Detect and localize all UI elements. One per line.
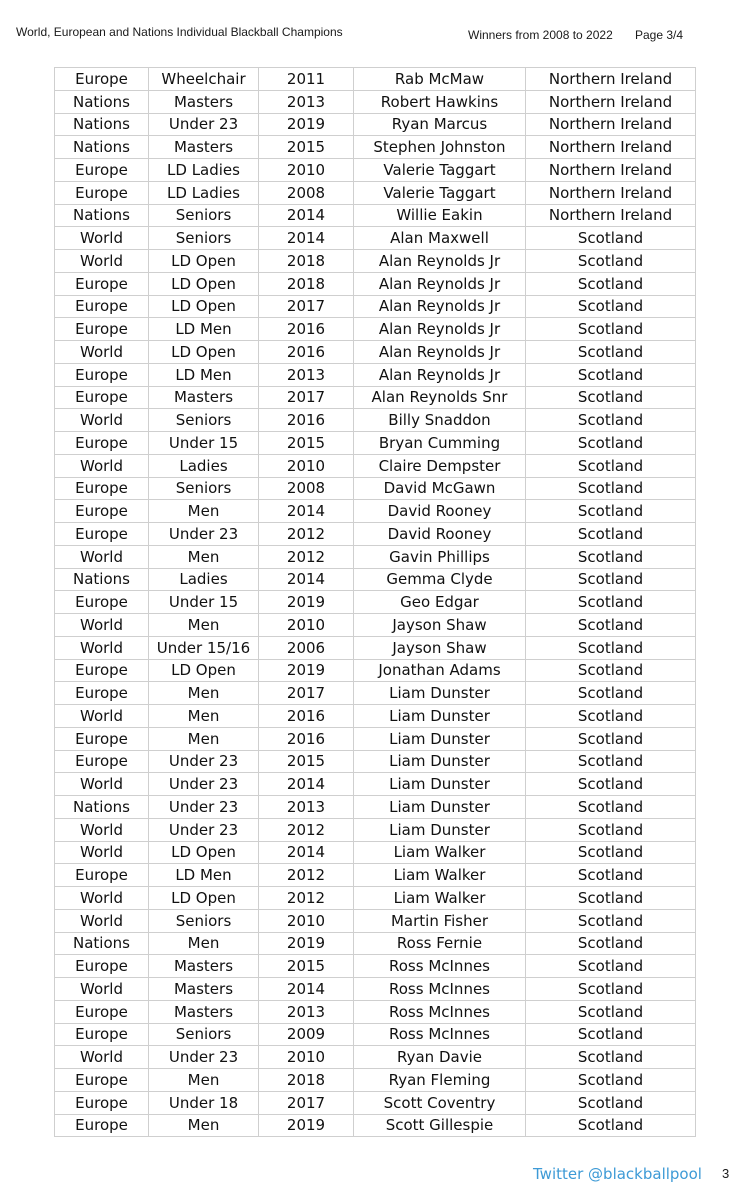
country-cell: Scotland (526, 523, 696, 546)
year-cell: 2013 (259, 1000, 354, 1023)
country-cell: Scotland (526, 705, 696, 728)
twitter-link[interactable]: Twitter @blackballpool (533, 1165, 702, 1183)
table-row (55, 705, 696, 728)
event-cell: Nations (55, 90, 149, 113)
category-cell: Men (149, 727, 259, 750)
event-cell: Europe (55, 523, 149, 546)
player-cell: Bryan Cumming (354, 432, 526, 455)
year-cell: 2012 (259, 887, 354, 910)
category-cell: LD Open (149, 341, 259, 364)
year-cell: 2010 (259, 1046, 354, 1069)
country-cell: Scotland (526, 386, 696, 409)
table-row (55, 909, 696, 932)
country-cell: Scotland (526, 318, 696, 341)
event-cell: World (55, 409, 149, 432)
category-cell: LD Ladies (149, 159, 259, 182)
country-cell: Scotland (526, 545, 696, 568)
player-cell: Alan Reynolds Jr (354, 250, 526, 273)
year-cell: 2016 (259, 727, 354, 750)
country-cell: Northern Ireland (526, 113, 696, 136)
player-cell: Valerie Taggart (354, 181, 526, 204)
table-row (55, 500, 696, 523)
player-cell: Liam Dunster (354, 705, 526, 728)
table-row (55, 1091, 696, 1114)
player-cell: Jonathan Adams (354, 659, 526, 682)
year-cell: 2018 (259, 250, 354, 273)
country-cell: Scotland (526, 1023, 696, 1046)
country-cell: Northern Ireland (526, 204, 696, 227)
event-cell: Europe (55, 659, 149, 682)
country-cell: Scotland (526, 1000, 696, 1023)
category-cell: Men (149, 1114, 259, 1137)
year-cell: 2014 (259, 500, 354, 523)
country-cell: Scotland (526, 227, 696, 250)
category-cell: Under 23 (149, 750, 259, 773)
player-cell: Ryan Davie (354, 1046, 526, 1069)
player-cell: David McGawn (354, 477, 526, 500)
category-cell: LD Men (149, 864, 259, 887)
event-cell: Europe (55, 181, 149, 204)
player-cell: Liam Dunster (354, 818, 526, 841)
event-cell: Europe (55, 1023, 149, 1046)
year-cell: 2010 (259, 159, 354, 182)
player-cell: Liam Walker (354, 841, 526, 864)
player-cell: Robert Hawkins (354, 90, 526, 113)
country-cell: Scotland (526, 614, 696, 637)
table-row (55, 978, 696, 1001)
player-cell: Liam Dunster (354, 682, 526, 705)
category-cell: Under 23 (149, 113, 259, 136)
player-cell: Ryan Marcus (354, 113, 526, 136)
event-cell: Europe (55, 591, 149, 614)
table-row (55, 295, 696, 318)
table-row (55, 796, 696, 819)
event-cell: Europe (55, 1069, 149, 1092)
country-cell: Scotland (526, 1046, 696, 1069)
event-cell: Europe (55, 727, 149, 750)
event-cell: Nations (55, 796, 149, 819)
player-cell: Liam Dunster (354, 796, 526, 819)
country-cell: Scotland (526, 341, 696, 364)
table-row (55, 318, 696, 341)
champions-table (54, 67, 696, 1137)
player-cell: Ross McInnes (354, 978, 526, 1001)
year-cell: 2019 (259, 932, 354, 955)
year-cell: 2014 (259, 568, 354, 591)
player-cell: Valerie Taggart (354, 159, 526, 182)
category-cell: LD Men (149, 363, 259, 386)
table-row (55, 477, 696, 500)
year-cell: 2015 (259, 432, 354, 455)
country-cell: Scotland (526, 727, 696, 750)
table-row (55, 159, 696, 182)
table-row (55, 409, 696, 432)
year-cell: 2014 (259, 978, 354, 1001)
table-row (55, 750, 696, 773)
category-cell: Under 23 (149, 773, 259, 796)
player-cell: Geo Edgar (354, 591, 526, 614)
player-cell: Gemma Clyde (354, 568, 526, 591)
year-cell: 2016 (259, 318, 354, 341)
table-row (55, 568, 696, 591)
player-cell: David Rooney (354, 500, 526, 523)
category-cell: Masters (149, 136, 259, 159)
country-cell: Scotland (526, 454, 696, 477)
event-cell: Europe (55, 955, 149, 978)
country-cell: Scotland (526, 477, 696, 500)
year-cell: 2010 (259, 614, 354, 637)
document-title: World, European and Nations Individual Blackball Champions (16, 25, 343, 39)
player-cell: Stephen Johnston (354, 136, 526, 159)
player-cell: Alan Reynolds Snr (354, 386, 526, 409)
page-indicator: Page 3/4 (635, 28, 684, 42)
country-cell: Scotland (526, 1069, 696, 1092)
category-cell: LD Men (149, 318, 259, 341)
player-cell: Alan Reynolds Jr (354, 272, 526, 295)
player-cell: Liam Dunster (354, 773, 526, 796)
category-cell: Under 15/16 (149, 636, 259, 659)
country-cell: Scotland (526, 500, 696, 523)
player-cell: Ross McInnes (354, 955, 526, 978)
table-row (55, 523, 696, 546)
year-cell: 2009 (259, 1023, 354, 1046)
year-cell: 2017 (259, 295, 354, 318)
player-cell: Ryan Fleming (354, 1069, 526, 1092)
table-row (55, 1023, 696, 1046)
category-cell: LD Open (149, 272, 259, 295)
country-cell: Scotland (526, 864, 696, 887)
year-cell: 2018 (259, 272, 354, 295)
table-row (55, 841, 696, 864)
player-cell: Billy Snaddon (354, 409, 526, 432)
event-cell: Europe (55, 750, 149, 773)
year-cell: 2011 (259, 68, 354, 91)
country-cell: Northern Ireland (526, 90, 696, 113)
player-cell: Liam Dunster (354, 727, 526, 750)
player-cell: Scott Gillespie (354, 1114, 526, 1137)
category-cell: Men (149, 1069, 259, 1092)
table-row (55, 363, 696, 386)
category-cell: Under 15 (149, 591, 259, 614)
table-row (55, 272, 696, 295)
category-cell: Under 23 (149, 1046, 259, 1069)
table-row (55, 545, 696, 568)
year-cell: 2008 (259, 181, 354, 204)
country-cell: Scotland (526, 682, 696, 705)
country-cell: Scotland (526, 1114, 696, 1137)
year-cell: 2019 (259, 659, 354, 682)
category-cell: LD Open (149, 841, 259, 864)
year-cell: 2019 (259, 113, 354, 136)
category-cell: LD Ladies (149, 181, 259, 204)
year-cell: 2016 (259, 409, 354, 432)
table-row (55, 204, 696, 227)
page-header (0, 0, 748, 60)
country-cell: Scotland (526, 1091, 696, 1114)
table-row (55, 113, 696, 136)
player-cell: Ross McInnes (354, 1000, 526, 1023)
category-cell: Men (149, 500, 259, 523)
event-cell: World (55, 978, 149, 1001)
player-cell: Liam Walker (354, 864, 526, 887)
table-row (55, 1000, 696, 1023)
year-cell: 2015 (259, 955, 354, 978)
player-cell: Ross Fernie (354, 932, 526, 955)
table-row (55, 90, 696, 113)
country-cell: Scotland (526, 887, 696, 910)
year-cell: 2017 (259, 1091, 354, 1114)
table-row (55, 636, 696, 659)
event-cell: Europe (55, 295, 149, 318)
event-cell: World (55, 705, 149, 728)
player-cell: Liam Dunster (354, 750, 526, 773)
event-cell: World (55, 250, 149, 273)
event-cell: World (55, 341, 149, 364)
table-row (55, 1114, 696, 1137)
table-row (55, 386, 696, 409)
table-row (55, 614, 696, 637)
year-cell: 2016 (259, 341, 354, 364)
year-cell: 2012 (259, 864, 354, 887)
category-cell: Masters (149, 955, 259, 978)
year-cell: 2010 (259, 909, 354, 932)
event-cell: Nations (55, 932, 149, 955)
year-cell: 2013 (259, 796, 354, 819)
year-cell: 2014 (259, 841, 354, 864)
event-cell: World (55, 841, 149, 864)
player-cell: Ross McInnes (354, 1023, 526, 1046)
category-cell: Under 23 (149, 818, 259, 841)
player-cell: Gavin Phillips (354, 545, 526, 568)
category-cell: Men (149, 932, 259, 955)
year-cell: 2010 (259, 454, 354, 477)
category-cell: Men (149, 614, 259, 637)
event-cell: World (55, 909, 149, 932)
country-cell: Northern Ireland (526, 136, 696, 159)
event-cell: World (55, 545, 149, 568)
table-row (55, 727, 696, 750)
player-cell: Alan Reynolds Jr (354, 318, 526, 341)
event-cell: World (55, 227, 149, 250)
country-cell: Scotland (526, 750, 696, 773)
category-cell: LD Open (149, 887, 259, 910)
table-row (55, 818, 696, 841)
table-row (55, 227, 696, 250)
event-cell: Nations (55, 204, 149, 227)
event-cell: Europe (55, 477, 149, 500)
player-cell: Jayson Shaw (354, 614, 526, 637)
year-cell: 2012 (259, 545, 354, 568)
country-cell: Scotland (526, 841, 696, 864)
country-cell: Northern Ireland (526, 68, 696, 91)
year-cell: 2017 (259, 386, 354, 409)
category-cell: Under 23 (149, 796, 259, 819)
year-cell: 2008 (259, 477, 354, 500)
event-cell: World (55, 887, 149, 910)
country-cell: Scotland (526, 409, 696, 432)
country-cell: Scotland (526, 568, 696, 591)
year-cell: 2019 (259, 1114, 354, 1137)
player-cell: Jayson Shaw (354, 636, 526, 659)
category-cell: Under 15 (149, 432, 259, 455)
table-row (55, 773, 696, 796)
category-cell: Under 23 (149, 523, 259, 546)
year-cell: 2014 (259, 227, 354, 250)
category-cell: LD Open (149, 659, 259, 682)
player-cell: Martin Fisher (354, 909, 526, 932)
year-cell: 2017 (259, 682, 354, 705)
year-cell: 2015 (259, 136, 354, 159)
country-cell: Scotland (526, 250, 696, 273)
category-cell: Seniors (149, 409, 259, 432)
country-cell: Scotland (526, 818, 696, 841)
event-cell: Europe (55, 159, 149, 182)
table-row (55, 682, 696, 705)
country-cell: Scotland (526, 272, 696, 295)
year-cell: 2014 (259, 204, 354, 227)
table-row (55, 659, 696, 682)
event-cell: World (55, 1046, 149, 1069)
date-range-label: Winners from 2008 to 2022 (468, 28, 613, 42)
player-cell: Scott Coventry (354, 1091, 526, 1114)
category-cell: Seniors (149, 1023, 259, 1046)
table-row (55, 454, 696, 477)
player-cell: Claire Dempster (354, 454, 526, 477)
category-cell: Masters (149, 1000, 259, 1023)
category-cell: Masters (149, 978, 259, 1001)
table-row (55, 136, 696, 159)
event-cell: Europe (55, 682, 149, 705)
event-cell: World (55, 454, 149, 477)
event-cell: Europe (55, 500, 149, 523)
country-cell: Northern Ireland (526, 159, 696, 182)
country-cell: Scotland (526, 363, 696, 386)
table-row (55, 591, 696, 614)
event-cell: Europe (55, 1000, 149, 1023)
player-cell: Alan Reynolds Jr (354, 341, 526, 364)
table-row (55, 250, 696, 273)
event-cell: Europe (55, 386, 149, 409)
category-cell: Seniors (149, 204, 259, 227)
table-row (55, 932, 696, 955)
year-cell: 2013 (259, 90, 354, 113)
event-cell: World (55, 773, 149, 796)
table-row (55, 68, 696, 91)
category-cell: Ladies (149, 568, 259, 591)
event-cell: Europe (55, 363, 149, 386)
player-cell: Liam Walker (354, 887, 526, 910)
table-row (55, 955, 696, 978)
category-cell: Seniors (149, 227, 259, 250)
country-cell: Scotland (526, 909, 696, 932)
event-cell: Nations (55, 113, 149, 136)
category-cell: LD Open (149, 295, 259, 318)
player-cell: David Rooney (354, 523, 526, 546)
event-cell: World (55, 636, 149, 659)
table-row (55, 341, 696, 364)
event-cell: Europe (55, 68, 149, 91)
player-cell: Alan Reynolds Jr (354, 295, 526, 318)
year-cell: 2006 (259, 636, 354, 659)
year-cell: 2012 (259, 818, 354, 841)
player-cell: Alan Maxwell (354, 227, 526, 250)
player-cell: Alan Reynolds Jr (354, 363, 526, 386)
category-cell: Masters (149, 90, 259, 113)
country-cell: Scotland (526, 796, 696, 819)
event-cell: Europe (55, 1091, 149, 1114)
country-cell: Scotland (526, 636, 696, 659)
country-cell: Scotland (526, 591, 696, 614)
category-cell: Wheelchair (149, 68, 259, 91)
champions-table-body (55, 68, 696, 1137)
year-cell: 2014 (259, 773, 354, 796)
year-cell: 2013 (259, 363, 354, 386)
country-cell: Scotland (526, 432, 696, 455)
event-cell: World (55, 818, 149, 841)
country-cell: Scotland (526, 659, 696, 682)
event-cell: Europe (55, 864, 149, 887)
year-cell: 2018 (259, 1069, 354, 1092)
country-cell: Northern Ireland (526, 181, 696, 204)
year-cell: 2015 (259, 750, 354, 773)
category-cell: Seniors (149, 909, 259, 932)
year-cell: 2019 (259, 591, 354, 614)
event-cell: World (55, 614, 149, 637)
category-cell: Men (149, 682, 259, 705)
country-cell: Scotland (526, 295, 696, 318)
country-cell: Scotland (526, 773, 696, 796)
category-cell: Masters (149, 386, 259, 409)
category-cell: Seniors (149, 477, 259, 500)
event-cell: Nations (55, 568, 149, 591)
table-row (55, 887, 696, 910)
event-cell: Europe (55, 432, 149, 455)
category-cell: Men (149, 545, 259, 568)
event-cell: Europe (55, 1114, 149, 1137)
table-row (55, 1046, 696, 1069)
event-cell: Europe (55, 318, 149, 341)
year-cell: 2012 (259, 523, 354, 546)
table-row (55, 181, 696, 204)
country-cell: Scotland (526, 978, 696, 1001)
country-cell: Scotland (526, 955, 696, 978)
category-cell: LD Open (149, 250, 259, 273)
category-cell: Men (149, 705, 259, 728)
page-number: 3 (722, 1166, 730, 1181)
year-cell: 2016 (259, 705, 354, 728)
event-cell: Europe (55, 272, 149, 295)
category-cell: Under 18 (149, 1091, 259, 1114)
player-cell: Willie Eakin (354, 204, 526, 227)
table-row (55, 432, 696, 455)
event-cell: Nations (55, 136, 149, 159)
table-row (55, 864, 696, 887)
category-cell: Ladies (149, 454, 259, 477)
country-cell: Scotland (526, 932, 696, 955)
player-cell: Rab McMaw (354, 68, 526, 91)
table-row (55, 1069, 696, 1092)
